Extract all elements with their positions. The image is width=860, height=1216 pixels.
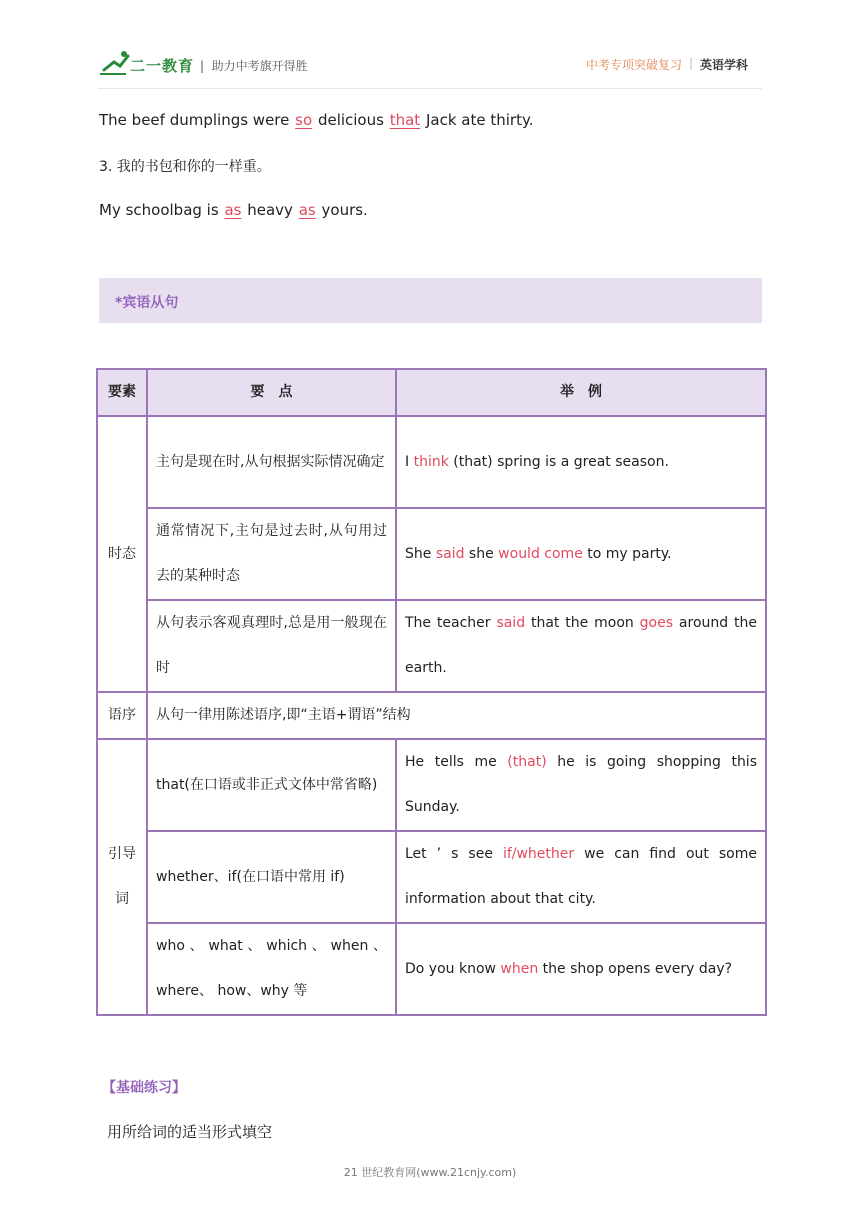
example-cell: I think (that) spring is a great season. — [396, 416, 766, 508]
table-header-row — [97, 369, 766, 416]
text: yours. — [321, 201, 368, 219]
blank-answer: so — [295, 111, 313, 129]
header-rule — [98, 88, 762, 89]
object-clause-table — [96, 368, 767, 1016]
table-row — [97, 692, 766, 739]
table-row — [97, 923, 766, 1015]
slogan-text: 助力中考旗开得胜 — [211, 59, 308, 73]
header-divider: | — [689, 56, 694, 70]
table-row — [97, 600, 766, 692]
point-cell: 通常情况下,主句是过去时,从句用过去的某种时态 — [147, 508, 396, 600]
section-title: *宾语从句 — [115, 295, 179, 311]
blank-answer: as — [224, 201, 242, 219]
example-cell: He tells me (that) he is going shopping this Sunday. — [396, 739, 766, 831]
table-row — [97, 508, 766, 600]
example-cell: Do you know when the shop opens every day? — [396, 923, 766, 1015]
column-header: 要 点 — [147, 369, 396, 416]
page-footer: 21 世纪教育网(www.21cnjy.com) — [343, 1166, 517, 1179]
example-cell: The teacher said that the moon goes around the earth. — [396, 600, 766, 692]
text: The beef dumplings were — [99, 111, 290, 129]
point-cell: that(在口语或非正式文体中常省略) — [147, 739, 396, 831]
example-sentence-as-as — [99, 201, 368, 219]
example-cell: Let ’ s see if/whether we can find out some information about that city. — [396, 831, 766, 923]
column-header: 要素 — [97, 369, 147, 416]
text: heavy — [247, 201, 293, 219]
series-title: 中考专项突破复习 — [586, 58, 683, 72]
slogan: | 助力中考旗开得胜 — [200, 59, 308, 73]
point-cell: whether、if(在口语中常用 if) — [147, 831, 396, 923]
point-cell: 主句是现在时,从句根据实际情况确定 — [147, 416, 396, 508]
practice-title: 【基础练习】 — [102, 1080, 186, 1096]
example-cell: She said she would come to my party. — [396, 508, 766, 600]
text: delicious — [317, 111, 384, 129]
subject-title: 英语学科 — [700, 58, 749, 72]
table-row — [97, 416, 766, 508]
blank-answer: as — [298, 201, 316, 219]
column-header: 举 例 — [396, 369, 766, 416]
text: Jack ate thirty. — [425, 111, 534, 129]
table-row — [97, 739, 766, 831]
table-row — [97, 831, 766, 923]
blank-answer: that — [389, 111, 421, 129]
question-3: 3. 我的书包和你的一样重。 — [99, 159, 271, 175]
point-cell: 从句表示客观真理时,总是用一般现在时 — [147, 600, 396, 692]
section-banner — [99, 278, 762, 323]
point-cell: who 、 what 、 which 、 when 、where、 how、why 等 — [147, 923, 396, 1015]
category-tense: 时态 — [97, 416, 147, 692]
example-sentence-so-that — [99, 111, 533, 129]
point-cell: 从句一律用陈述语序,即“主语+谓语”结构 — [147, 692, 766, 739]
brand-name: 二一教育 — [130, 57, 195, 75]
category-intro: 引导词 — [97, 739, 147, 1015]
practice-instruction: 用所给词的适当形式填空 — [107, 1123, 273, 1141]
text: My schoolbag is — [99, 201, 219, 219]
category-order: 语序 — [97, 692, 147, 739]
